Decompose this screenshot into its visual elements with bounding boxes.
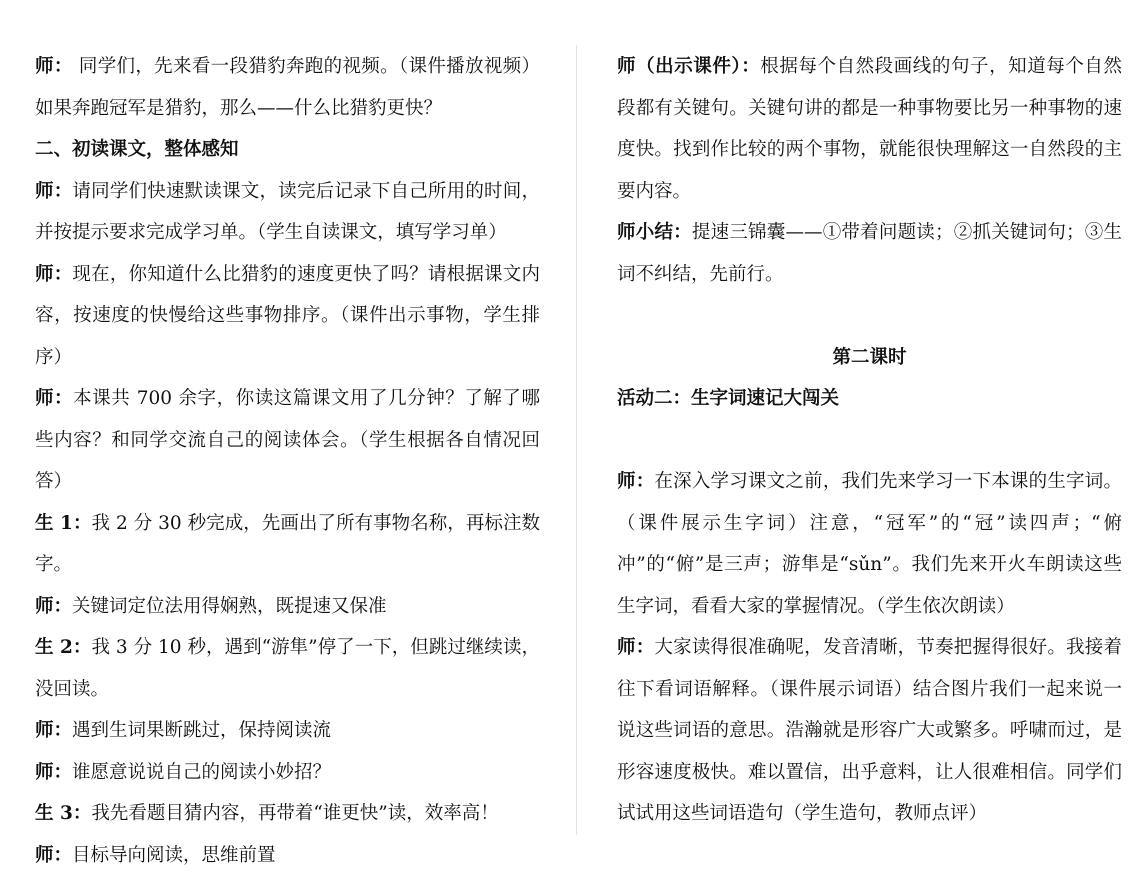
paragraph-text: 关键词定位法用得娴熟，既提速又保准 (72, 595, 387, 617)
dialog-paragraph (35, 710, 540, 752)
paragraph-text: 我 2 分 30 秒完成，先画出了所有事物名称，再标注数字。 (35, 512, 540, 575)
paragraph-text: 我先看题目猜内容，再带着“谁更快”读，效率高！ (91, 803, 499, 824)
dialog-paragraph (35, 835, 540, 877)
speaker-label: 师： (35, 720, 73, 741)
speaker-label: 师： (35, 388, 74, 409)
paragraph-text: 大家读得很准确呢，发音清晰，节奏把握得很好。我接着往下看词语解释。（课件展示词语）结合图片我们一起来说一说这些词语的意思。浩瀚就是形容广大或繁多。呼啸而过，是形容速度极快。难以置信，出乎意料，让人很难相信。同学们试试用这些词语造句（学生造句，教师点评） (617, 637, 1122, 824)
speaker-label: 师： (617, 637, 655, 658)
speaker-label: 生 2： (35, 637, 92, 658)
speaker-label: 师： (617, 471, 655, 492)
paragraph-text: 谁愿意说说自己的阅读小妙招？ (72, 761, 332, 783)
paragraph-text: 现在，你知道什么比猎豹的速度更快了吗？请根据课文内容，按速度的快慢给这些事物排序。（课件出示事物，学生排序） (35, 263, 540, 368)
speaker-label: 师： (35, 263, 73, 285)
paragraph-text: 在深入学习课文之前，我们先来学习一下本课的生字词。（课件展示生字词）注意，“冠军”的“冠”读四声；“俯冲”的“俯”是三声；游隼是“sǔn”。我们先来开火车朗读这些生字词，看看大家的掌握情况。（学生依次朗读） (617, 471, 1122, 617)
dialog-paragraph (617, 627, 1122, 835)
speaker-label: 师小结： (617, 222, 692, 243)
paragraph-text: 请同学们快速默读课文，读完后记录下自己所用的时间，并按提示要求完成学习单。（学生自读课文，填写学习单） (35, 180, 540, 243)
paragraph-text: 同学们，先来看一段猎豹奔跑的视频。（课件播放视频）如果奔跑冠军是猎豹，那么——什么比猎豹更快？ (35, 56, 540, 119)
dialog-paragraph (35, 793, 540, 835)
speaker-label: 师： (35, 761, 73, 783)
paragraph-text: 目标导向阅读，思维前置 (72, 844, 276, 866)
paragraph-text: 我 3 分 10 秒，遇到“游隼”停了一下，但跳过继续读，没回读。 (35, 637, 540, 700)
speaker-label: 生 3： (35, 803, 92, 824)
right-column (617, 46, 1122, 835)
lesson-title: 第二课时 (832, 346, 907, 368)
dialog-paragraph (35, 46, 540, 129)
dialog-paragraph (617, 461, 1122, 627)
dialog-paragraph (617, 46, 1122, 212)
dialog-paragraph (35, 171, 540, 254)
dialog-paragraph (35, 627, 540, 710)
paragraph-text: 根据每个自然段画线的句子，知道每个自然段都有关键句。关键句讲的都是一种事物要比另一种事物的速度快。找到作比较的两个事物，就能很快理解这一自然段的主要内容。 (617, 56, 1122, 202)
dialog-paragraph (35, 586, 540, 628)
dialog-paragraph (35, 378, 540, 503)
column-divider (576, 45, 577, 835)
paragraph-text: 遇到生词果断跳过，保持阅读流 (72, 720, 332, 741)
dialog-paragraph (35, 752, 540, 794)
blank-line (617, 420, 1122, 462)
speaker-label: 师（出示课件）： (617, 56, 761, 77)
speaker-label: 师： (35, 844, 73, 866)
dialog-paragraph (617, 212, 1122, 295)
dialog-paragraph (35, 503, 540, 586)
speaker-label: 生 1： (35, 512, 92, 534)
speaker-label: 师： (35, 180, 73, 202)
blank-line (617, 295, 1122, 337)
speaker-label: 师： (35, 56, 73, 77)
dialog-paragraph (35, 254, 540, 379)
paragraph-text: 提速三锦囊——①带着问题读；②抓关键词句；③生词不纠结，先前行。 (617, 222, 1122, 285)
section-heading: 活动二：生字词速记大闯关 (617, 388, 840, 409)
speaker-label: 师： (35, 595, 73, 617)
paragraph-text: 本课共 700 余字，你读这篇课文用了几分钟？了解了哪些内容？和同学交流自己的阅读体会。（学生根据各自情况回答） (35, 388, 540, 492)
left-column (35, 46, 540, 876)
section-heading: 二、初读课文，整体感知 (35, 139, 239, 160)
